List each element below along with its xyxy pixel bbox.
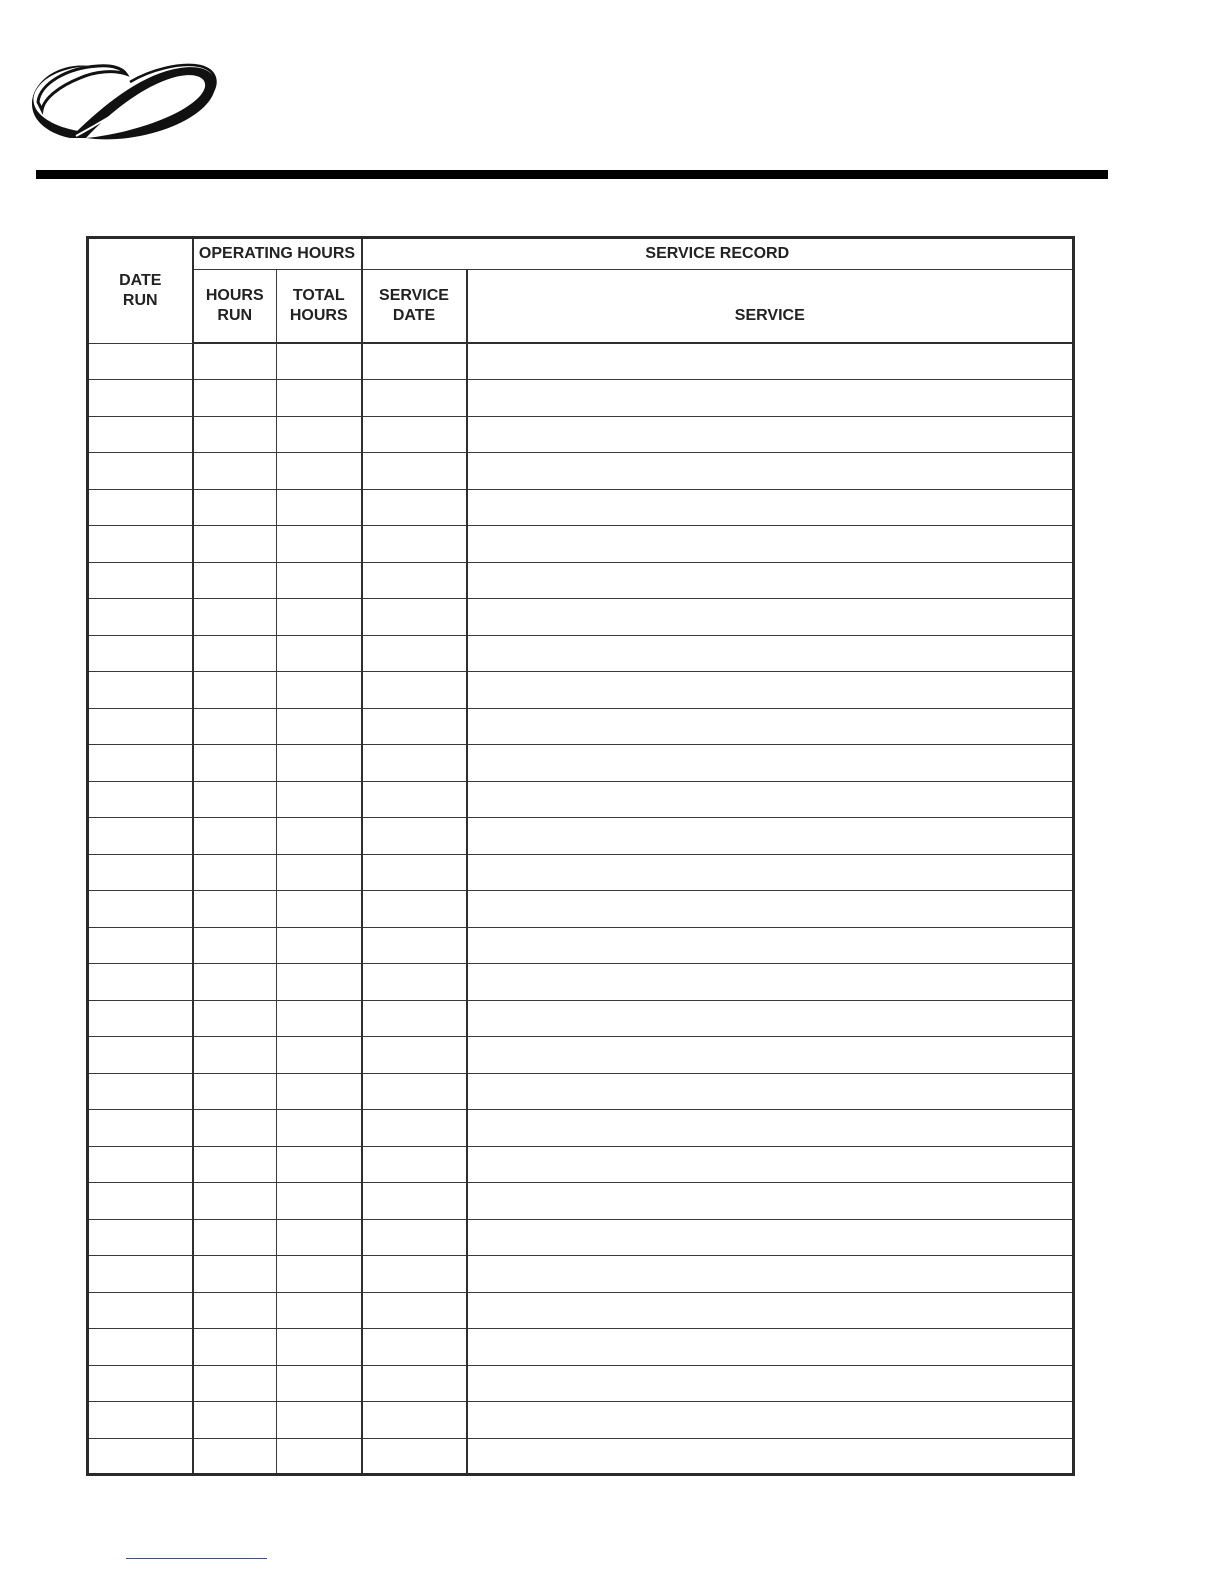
cell-hours-run[interactable] bbox=[193, 1110, 277, 1147]
cell-hours-run[interactable] bbox=[193, 1365, 277, 1402]
cell-service[interactable] bbox=[467, 818, 1074, 855]
table-row bbox=[88, 1329, 1074, 1366]
cell-date-run[interactable] bbox=[88, 1219, 193, 1256]
cell-date-run[interactable] bbox=[88, 708, 193, 745]
cell-service-date[interactable] bbox=[362, 708, 467, 745]
cell-hours-run[interactable] bbox=[193, 927, 277, 964]
cell-hours-run[interactable] bbox=[193, 1219, 277, 1256]
table-row bbox=[88, 1365, 1074, 1402]
cell-total-hours[interactable] bbox=[277, 1000, 362, 1037]
cell-service-date[interactable] bbox=[362, 854, 467, 891]
company-swoosh-logo bbox=[30, 52, 220, 144]
total-hours-header-line2: HOURS bbox=[289, 307, 348, 324]
cell-hours-run[interactable] bbox=[193, 1183, 277, 1220]
cell-hours-run[interactable] bbox=[193, 1037, 277, 1074]
cell-date-run[interactable] bbox=[88, 416, 193, 453]
total-hours-header bbox=[277, 270, 362, 344]
cell-date-run[interactable] bbox=[88, 1365, 193, 1402]
cell-service-date[interactable] bbox=[362, 489, 467, 526]
cell-service-date[interactable] bbox=[362, 818, 467, 855]
cell-hours-run[interactable] bbox=[193, 453, 277, 490]
cell-date-run[interactable] bbox=[88, 562, 193, 599]
cell-service-date[interactable] bbox=[362, 745, 467, 782]
cell-service-date[interactable] bbox=[362, 781, 467, 818]
cell-hours-run[interactable] bbox=[193, 1402, 277, 1439]
cell-service[interactable] bbox=[467, 453, 1074, 490]
cell-hours-run[interactable] bbox=[193, 708, 277, 745]
cell-service[interactable] bbox=[467, 1329, 1074, 1366]
group-header-row bbox=[88, 238, 1074, 270]
cell-service-date[interactable] bbox=[362, 1146, 467, 1183]
cell-service-date[interactable] bbox=[362, 1000, 467, 1037]
cell-total-hours[interactable] bbox=[277, 562, 362, 599]
cell-date-run[interactable] bbox=[88, 927, 193, 964]
service-date-header-line1: SERVICE bbox=[379, 287, 449, 304]
cell-service[interactable] bbox=[467, 343, 1074, 380]
table-row bbox=[88, 416, 1074, 453]
cell-total-hours[interactable] bbox=[277, 1146, 362, 1183]
cell-service-date[interactable] bbox=[362, 1256, 467, 1293]
table-row bbox=[88, 964, 1074, 1001]
table-row bbox=[88, 1146, 1074, 1183]
cell-service-date[interactable] bbox=[362, 1219, 467, 1256]
cell-service-date[interactable] bbox=[362, 891, 467, 928]
cell-date-run[interactable] bbox=[88, 1110, 193, 1147]
table-row bbox=[88, 599, 1074, 636]
cell-service-date[interactable] bbox=[362, 562, 467, 599]
cell-service-date[interactable] bbox=[362, 1438, 467, 1475]
cell-service-date[interactable] bbox=[362, 599, 467, 636]
table-row bbox=[88, 635, 1074, 672]
cell-hours-run[interactable] bbox=[193, 1329, 277, 1366]
cell-total-hours[interactable] bbox=[277, 708, 362, 745]
table-row bbox=[88, 672, 1074, 709]
operating-service-log-table bbox=[86, 236, 1075, 1476]
cell-hours-run[interactable] bbox=[193, 854, 277, 891]
cell-date-run[interactable] bbox=[88, 526, 193, 563]
cell-service-date[interactable] bbox=[362, 380, 467, 417]
cell-total-hours[interactable] bbox=[277, 1183, 362, 1220]
cell-service[interactable] bbox=[467, 635, 1074, 672]
cell-date-run[interactable] bbox=[88, 1000, 193, 1037]
cell-service[interactable] bbox=[467, 489, 1074, 526]
cell-date-run[interactable] bbox=[88, 343, 193, 380]
hours-run-header-line1: HOURS bbox=[205, 287, 264, 304]
cell-date-run[interactable] bbox=[88, 599, 193, 636]
table-row bbox=[88, 453, 1074, 490]
cell-service-date[interactable] bbox=[362, 1110, 467, 1147]
cell-total-hours[interactable] bbox=[277, 380, 362, 417]
cell-service[interactable] bbox=[467, 964, 1074, 1001]
table-row bbox=[88, 1402, 1074, 1439]
cell-date-run[interactable] bbox=[88, 635, 193, 672]
table-row bbox=[88, 1037, 1074, 1074]
table-row bbox=[88, 1000, 1074, 1037]
cell-total-hours[interactable] bbox=[277, 781, 362, 818]
cell-total-hours[interactable] bbox=[277, 891, 362, 928]
cell-hours-run[interactable] bbox=[193, 380, 277, 417]
cell-service[interactable] bbox=[467, 854, 1074, 891]
table-row bbox=[88, 380, 1074, 417]
cell-service-date[interactable] bbox=[362, 1037, 467, 1074]
cell-total-hours[interactable] bbox=[277, 343, 362, 380]
cell-total-hours[interactable] bbox=[277, 672, 362, 709]
cell-service-date[interactable] bbox=[362, 672, 467, 709]
cell-service[interactable] bbox=[467, 1365, 1074, 1402]
cell-total-hours[interactable] bbox=[277, 489, 362, 526]
cell-hours-run[interactable] bbox=[193, 745, 277, 782]
cell-total-hours[interactable] bbox=[277, 635, 362, 672]
table-row bbox=[88, 343, 1074, 380]
cell-date-run[interactable] bbox=[88, 1402, 193, 1439]
date-run-header-line1: DATE bbox=[119, 271, 162, 289]
cell-hours-run[interactable] bbox=[193, 1256, 277, 1293]
cell-service-date[interactable] bbox=[362, 1183, 467, 1220]
cell-hours-run[interactable] bbox=[193, 891, 277, 928]
cell-hours-run[interactable] bbox=[193, 635, 277, 672]
cell-service[interactable] bbox=[467, 526, 1074, 563]
cell-total-hours[interactable] bbox=[277, 453, 362, 490]
cell-total-hours[interactable] bbox=[277, 964, 362, 1001]
cell-service[interactable] bbox=[467, 1110, 1074, 1147]
cell-total-hours[interactable] bbox=[277, 526, 362, 563]
cell-service[interactable] bbox=[467, 1146, 1074, 1183]
cell-date-run[interactable] bbox=[88, 380, 193, 417]
cell-service-date[interactable] bbox=[362, 1292, 467, 1329]
hours-run-header bbox=[193, 270, 277, 344]
cell-hours-run[interactable] bbox=[193, 489, 277, 526]
service-date-header-line2: DATE bbox=[392, 307, 436, 324]
cell-service[interactable] bbox=[467, 1037, 1074, 1074]
cell-service[interactable] bbox=[467, 1438, 1074, 1475]
cell-hours-run[interactable] bbox=[193, 526, 277, 563]
cell-total-hours[interactable] bbox=[277, 1073, 362, 1110]
table-row bbox=[88, 1219, 1074, 1256]
cell-service[interactable] bbox=[467, 1256, 1074, 1293]
date-run-header bbox=[88, 238, 193, 344]
cell-service[interactable] bbox=[467, 745, 1074, 782]
table-row bbox=[88, 1292, 1074, 1329]
cell-date-run[interactable] bbox=[88, 854, 193, 891]
cell-total-hours[interactable] bbox=[277, 416, 362, 453]
date-run-header-line2: RUN bbox=[122, 291, 158, 309]
cell-date-run[interactable] bbox=[88, 672, 193, 709]
service-date-header bbox=[362, 270, 467, 344]
cell-date-run[interactable] bbox=[88, 1256, 193, 1293]
table-row bbox=[88, 1110, 1074, 1147]
cell-service[interactable] bbox=[467, 1402, 1074, 1439]
table-row bbox=[88, 562, 1074, 599]
cell-date-run[interactable] bbox=[88, 1037, 193, 1074]
table-row bbox=[88, 1438, 1074, 1475]
cell-hours-run[interactable] bbox=[193, 599, 277, 636]
table-row bbox=[88, 1256, 1074, 1293]
service-header: SERVICE bbox=[467, 270, 1074, 344]
cell-total-hours[interactable] bbox=[277, 1037, 362, 1074]
cell-hours-run[interactable] bbox=[193, 818, 277, 855]
cell-total-hours[interactable] bbox=[277, 745, 362, 782]
cell-date-run[interactable] bbox=[88, 891, 193, 928]
cell-hours-run[interactable] bbox=[193, 1438, 277, 1475]
cell-total-hours[interactable] bbox=[277, 1365, 362, 1402]
cell-service[interactable] bbox=[467, 562, 1074, 599]
cell-service[interactable] bbox=[467, 1073, 1074, 1110]
cell-hours-run[interactable] bbox=[193, 672, 277, 709]
cell-service[interactable] bbox=[467, 416, 1074, 453]
cell-service[interactable] bbox=[467, 599, 1074, 636]
cell-date-run[interactable] bbox=[88, 1146, 193, 1183]
cell-total-hours[interactable] bbox=[277, 599, 362, 636]
table-row bbox=[88, 891, 1074, 928]
cell-total-hours[interactable] bbox=[277, 1256, 362, 1293]
table-row bbox=[88, 1073, 1074, 1110]
cell-service-date[interactable] bbox=[362, 1073, 467, 1110]
cell-total-hours[interactable] bbox=[277, 854, 362, 891]
cell-service-date[interactable] bbox=[362, 343, 467, 380]
table-row bbox=[88, 745, 1074, 782]
cell-service-date[interactable] bbox=[362, 635, 467, 672]
cell-total-hours[interactable] bbox=[277, 1438, 362, 1475]
cell-hours-run[interactable] bbox=[193, 781, 277, 818]
cell-service[interactable] bbox=[467, 708, 1074, 745]
cell-date-run[interactable] bbox=[88, 964, 193, 1001]
table-row bbox=[88, 1183, 1074, 1220]
table-row bbox=[88, 818, 1074, 855]
table-row bbox=[88, 781, 1074, 818]
cell-date-run[interactable] bbox=[88, 781, 193, 818]
cell-hours-run[interactable] bbox=[193, 1292, 277, 1329]
cell-total-hours[interactable] bbox=[277, 1402, 362, 1439]
hours-run-header-line2: RUN bbox=[217, 307, 253, 324]
cell-date-run[interactable] bbox=[88, 1183, 193, 1220]
cell-hours-run[interactable] bbox=[193, 1000, 277, 1037]
table-row bbox=[88, 708, 1074, 745]
cell-hours-run[interactable] bbox=[193, 964, 277, 1001]
cell-date-run[interactable] bbox=[88, 745, 193, 782]
cell-service[interactable] bbox=[467, 1183, 1074, 1220]
cell-service-date[interactable] bbox=[362, 1329, 467, 1366]
cell-total-hours[interactable] bbox=[277, 1110, 362, 1147]
cell-date-run[interactable] bbox=[88, 1438, 193, 1475]
cell-service[interactable] bbox=[467, 781, 1074, 818]
cell-hours-run[interactable] bbox=[193, 343, 277, 380]
cell-service-date[interactable] bbox=[362, 1365, 467, 1402]
cell-date-run[interactable] bbox=[88, 1292, 193, 1329]
cell-hours-run[interactable] bbox=[193, 416, 277, 453]
table-row bbox=[88, 526, 1074, 563]
cell-service[interactable] bbox=[467, 1292, 1074, 1329]
cell-service-date[interactable] bbox=[362, 526, 467, 563]
footer-link-underline bbox=[126, 1558, 267, 1559]
cell-total-hours[interactable] bbox=[277, 1292, 362, 1329]
table-row bbox=[88, 927, 1074, 964]
cell-total-hours[interactable] bbox=[277, 818, 362, 855]
table-row bbox=[88, 854, 1074, 891]
cell-service[interactable] bbox=[467, 380, 1074, 417]
cell-hours-run[interactable] bbox=[193, 1073, 277, 1110]
cell-service-date[interactable] bbox=[362, 964, 467, 1001]
cell-date-run[interactable] bbox=[88, 453, 193, 490]
operating-hours-header: OPERATING HOURS bbox=[193, 238, 362, 270]
cell-hours-run[interactable] bbox=[193, 562, 277, 599]
total-hours-header-line1: TOTAL bbox=[292, 287, 345, 304]
cell-service-date[interactable] bbox=[362, 927, 467, 964]
cell-date-run[interactable] bbox=[88, 1329, 193, 1366]
cell-date-run[interactable] bbox=[88, 489, 193, 526]
cell-total-hours[interactable] bbox=[277, 1329, 362, 1366]
cell-date-run[interactable] bbox=[88, 1073, 193, 1110]
header-rule bbox=[36, 170, 1108, 179]
cell-service[interactable] bbox=[467, 927, 1074, 964]
column-header-row bbox=[88, 270, 1074, 344]
cell-service-date[interactable] bbox=[362, 453, 467, 490]
cell-service-date[interactable] bbox=[362, 416, 467, 453]
cell-service[interactable] bbox=[467, 1219, 1074, 1256]
cell-total-hours[interactable] bbox=[277, 927, 362, 964]
cell-date-run[interactable] bbox=[88, 818, 193, 855]
cell-service[interactable] bbox=[467, 891, 1074, 928]
cell-total-hours[interactable] bbox=[277, 1219, 362, 1256]
service-record-header: SERVICE RECORD bbox=[362, 238, 1074, 270]
cell-hours-run[interactable] bbox=[193, 1146, 277, 1183]
cell-service-date[interactable] bbox=[362, 1402, 467, 1439]
cell-service[interactable] bbox=[467, 1000, 1074, 1037]
log-rows bbox=[88, 343, 1074, 1475]
table-row bbox=[88, 489, 1074, 526]
cell-service[interactable] bbox=[467, 672, 1074, 709]
